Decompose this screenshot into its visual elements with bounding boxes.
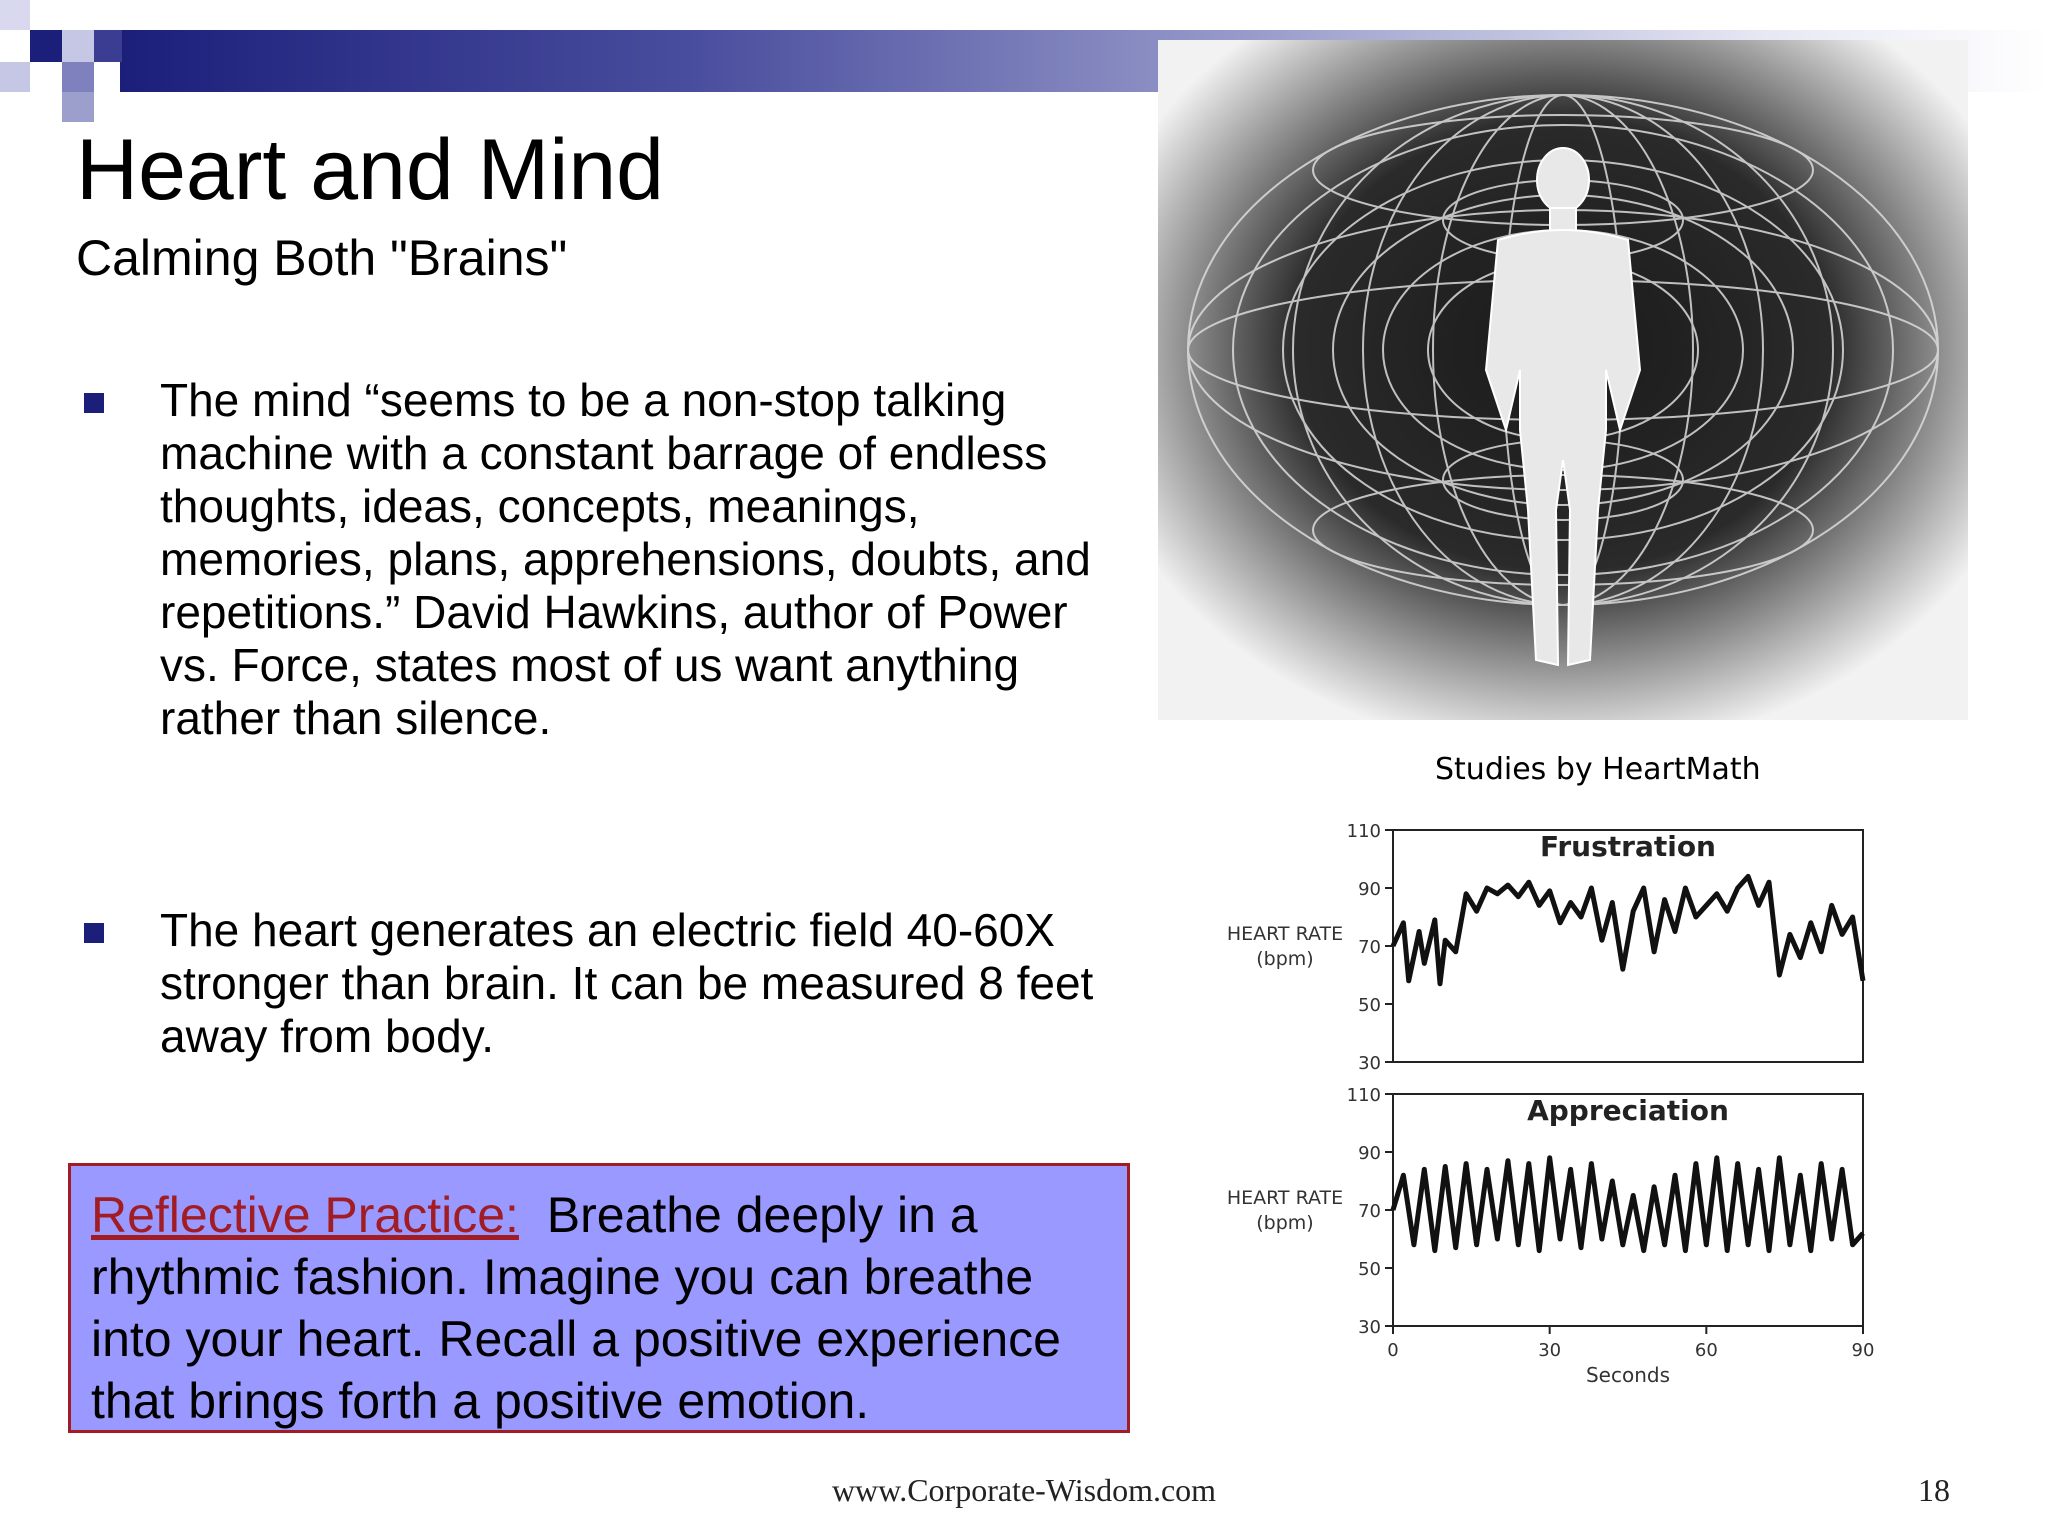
heart-rate-line — [1393, 876, 1863, 983]
reflective-practice-label: Reflective Practice: — [91, 1187, 519, 1243]
heart-rate-line — [1393, 1158, 1863, 1251]
y-tick-label: 70 — [1358, 937, 1381, 958]
bullet-square-icon — [84, 923, 104, 943]
chart-title: Appreciation — [1527, 1094, 1729, 1127]
y-axis-unit: (bpm) — [1256, 1212, 1314, 1234]
chart-title: Frustration — [1540, 830, 1716, 863]
y-tick-label: 70 — [1358, 1201, 1381, 1222]
x-axis-label: Seconds — [1585, 1363, 1671, 1387]
bullet-text-heart: The heart generates an electric field 40-60X stronger than brain. It can be measured 8 feet away from body. — [160, 904, 1094, 1062]
bullet-text-mind: The mind “seems to be a non-stop talking machine with a constant barrage of endless thoughts, ideas, concepts, meanings, memories, plans, apprehensions, doubts, and repetitions.” David Hawkins, author of Power vs. Force, states most of us want anything rather than silence. — [160, 374, 1091, 744]
page-number: 18 — [1918, 1472, 1950, 1508]
decor-square — [30, 30, 62, 62]
reflective-practice-text: Breathe deeply in a rhythmic fashion. Imagine you can breathe into your heart. Recall a positive experience that brings forth a positive emotion. — [91, 1187, 1061, 1429]
y-tick-label: 50 — [1358, 995, 1381, 1016]
y-tick-label: 110 — [1346, 821, 1381, 842]
decor-square — [62, 30, 94, 62]
image-caption: Studies by HeartMath — [1435, 752, 1761, 787]
y-tick-label: 50 — [1358, 1259, 1381, 1280]
footer-url: www.Corporate-Wisdom.com — [831, 1472, 1217, 1508]
y-tick-label: 30 — [1358, 1317, 1381, 1338]
decor-square — [0, 62, 30, 92]
decor-square — [62, 62, 94, 92]
y-tick-label: 90 — [1358, 1143, 1381, 1164]
slide-title: Heart and Mind — [76, 122, 664, 218]
reflective-practice-box — [68, 1163, 1130, 1433]
y-axis-label: HEART RATE — [1226, 1187, 1344, 1209]
x-tick-label: 0 — [1387, 1340, 1399, 1361]
y-tick-label: 110 — [1346, 1085, 1381, 1106]
x-tick-label: 90 — [1851, 1340, 1875, 1361]
decor-square — [0, 0, 30, 30]
y-axis-label: HEART RATE — [1226, 923, 1344, 945]
decor-square — [30, 62, 62, 92]
slide-subtitle: Calming Both "Brains" — [76, 230, 568, 286]
x-tick-label: 60 — [1694, 1340, 1718, 1361]
decor-square — [62, 92, 94, 122]
x-tick-label: 30 — [1538, 1340, 1562, 1361]
heart-field-illustration — [1158, 40, 1968, 720]
y-tick-label: 30 — [1358, 1053, 1381, 1074]
y-axis-unit: (bpm) — [1256, 948, 1314, 970]
y-tick-label: 90 — [1358, 879, 1381, 900]
decor-square — [94, 30, 122, 62]
heart-rate-chart — [1210, 800, 1910, 1400]
bullet-square-icon — [84, 393, 104, 413]
